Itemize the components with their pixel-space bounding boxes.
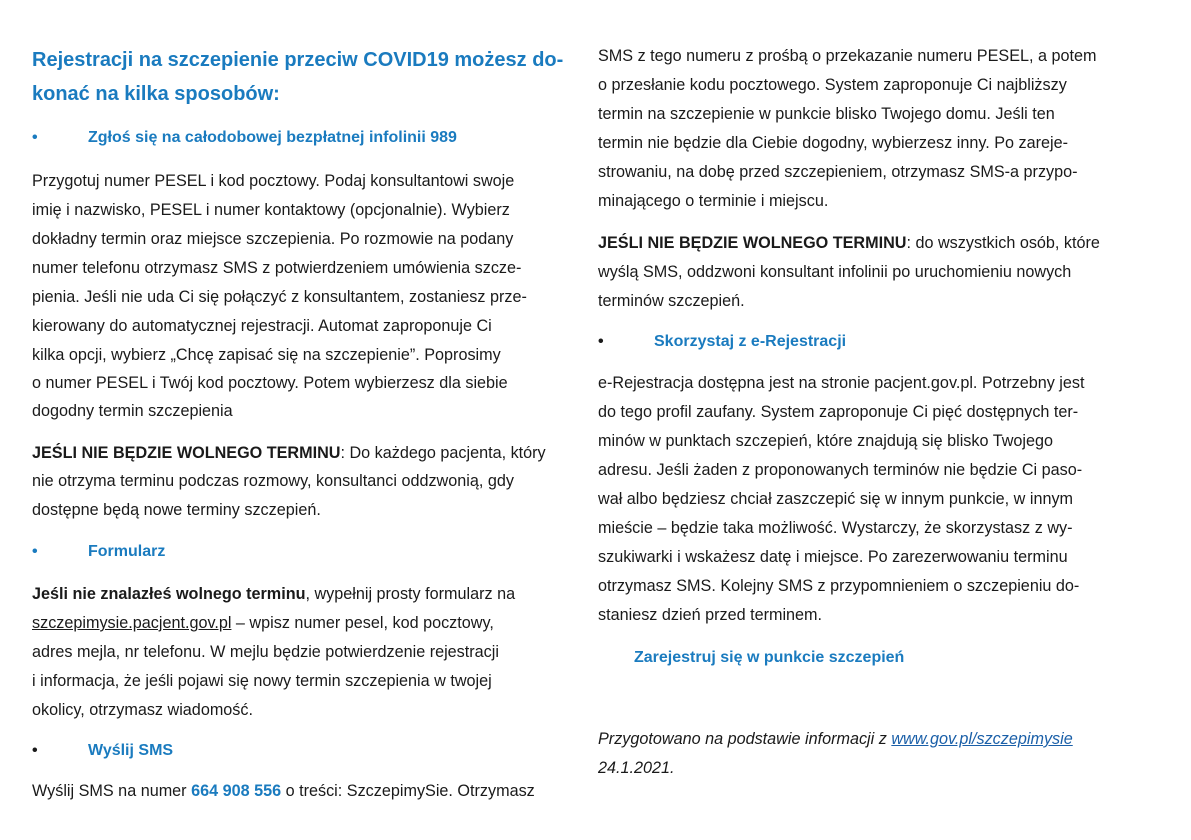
formularz-text-line: adres mejla, nr telefonu. W mejlu będzie potwierdzenie rejestracji bbox=[32, 643, 499, 661]
infolinia-text-line: dokładny termin oraz miejsce szczepienia. Po rozmowie na podany bbox=[32, 230, 514, 248]
sms-note-text: : do wszystkich osób, które bbox=[906, 234, 1100, 252]
section-heading-infolinia: Zgłoś się na całodobowej bezpłatnej infolinii 989 bbox=[88, 129, 457, 146]
sms-note-line bbox=[598, 232, 1100, 254]
infolinia-note-line bbox=[32, 442, 546, 464]
section-heading-formularz: Formularz bbox=[88, 543, 166, 560]
infolinia-text-line: numer telefonu otrzymasz SMS z potwierdzeniem umówienia szcze- bbox=[32, 259, 522, 277]
e-rejestracja-text-line: wał albo będziesz chciał zaszczepić się w innym punkcie, w innym bbox=[598, 490, 1074, 508]
infolinia-text-line: kierowany do automatycznej rejestracji. Automat zaproponuje Ci bbox=[32, 317, 492, 335]
sms-continued-line: termin na szczepienie w punkcie blisko Twojego domu. Jeśli ten bbox=[598, 105, 1055, 123]
page-title-line-2: konać na kilka sposobów: bbox=[32, 83, 280, 105]
sms-text: o treści: SzczepimySie. Otrzymasz bbox=[281, 782, 535, 800]
bullet-icon: • bbox=[32, 543, 38, 560]
sms-continued-line: strowaniu, na dobę przed szczepieniem, otrzymasz SMS-a przypo- bbox=[598, 163, 1078, 181]
formularz-text: , wypełnij prosty formularz na bbox=[305, 585, 516, 603]
footer-date-text: 24.1.2021. bbox=[598, 759, 675, 777]
infolinia-text-line: pienia. Jeśli nie uda Ci się połączyć z konsultantem, zostaniesz prze- bbox=[32, 288, 527, 306]
e-rejestracja-text-line: e-Rejestracja dostępna jest na stronie pacjent.gov.pl. Potrzebny jest bbox=[598, 374, 1085, 392]
sms-phone-number: 664 908 556 bbox=[191, 782, 282, 800]
sms-continued-line: minającego o terminie i miejscu. bbox=[598, 192, 829, 210]
no-slot-label: JEŚLI NIE BĘDZIE WOLNEGO TERMINU bbox=[598, 234, 907, 252]
e-rejestracja-text-line: staniesz dzień przed terminem. bbox=[598, 606, 823, 624]
bullet-icon: • bbox=[32, 742, 38, 759]
formularz-text-line: okolicy, otrzymasz wiadomość. bbox=[32, 701, 253, 719]
infolinia-text-line: dogodny termin szczepienia bbox=[32, 402, 233, 420]
section-heading-sms: Wyślij SMS bbox=[88, 742, 174, 759]
section-heading-punkt-szczepien: Zarejestruj się w punkcie szczepień bbox=[634, 649, 905, 666]
sms-continued-line: termin nie będzie dla Ciebie dogodny, wybierzesz inny. Po zareje- bbox=[598, 134, 1068, 152]
formularz-text-line bbox=[32, 583, 515, 605]
formularz-text: – wpisz numer pesel, kod pocztowy, bbox=[231, 614, 494, 632]
e-rejestracja-text-line: szukiwarki i wskażesz datę i miejsce. Po zarezerwowaniu terminu bbox=[598, 548, 1068, 566]
e-rejestracja-text-line: mieście – będzie taka możliwość. Wystarczy, że skorzystasz z wy- bbox=[598, 519, 1073, 537]
footer-source-line bbox=[598, 728, 1073, 750]
infolinia-note-text: : Do każdego pacjenta, który bbox=[340, 444, 546, 462]
bullet-icon: • bbox=[32, 129, 38, 146]
infolinia-note-line: dostępne będą nowe terminy szczepień. bbox=[32, 501, 321, 519]
infolinia-text-line: imię i nazwisko, PESEL i numer kontaktowy (opcjonalnie). Wybierz bbox=[32, 201, 510, 219]
sms-note-line: wyślą SMS, oddzwoni konsultant infolinii po uruchomieniu nowych bbox=[598, 263, 1072, 281]
e-rejestracja-text-line: minów w punktach szczepień, które znajdują się blisko Twojego bbox=[598, 432, 1053, 450]
no-slot-label: JEŚLI NIE BĘDZIE WOLNEGO TERMINU bbox=[32, 444, 341, 462]
section-heading-e-rejestracja: Skorzystaj z e-Rejestracji bbox=[654, 333, 847, 350]
footer-link[interactable]: www.gov.pl/szczepimysie bbox=[891, 730, 1073, 748]
sms-text: Wyślij SMS na numer bbox=[32, 782, 192, 800]
formularz-text-line bbox=[32, 612, 494, 634]
footer-text: Przygotowano na podstawie informacji z bbox=[598, 730, 892, 748]
sms-continued-line: o przesłanie kodu pocztowego. System zaproponuje Ci najbliższy bbox=[598, 76, 1067, 94]
page-title-line-1: Rejestracji na szczepienie przeciw COVID19 możesz do- bbox=[32, 49, 564, 71]
formularz-bold-lead: Jeśli nie znalazłeś wolnego terminu bbox=[32, 585, 306, 603]
infolinia-text-line: o numer PESEL i Twój kod pocztowy. Potem wybierzesz dla siebie bbox=[32, 374, 508, 392]
sms-note-line: terminów szczepień. bbox=[598, 292, 745, 310]
bullet-icon: • bbox=[598, 333, 604, 350]
formularz-link[interactable]: szczepimysie.pacjent.gov.pl bbox=[32, 614, 232, 632]
infolinia-text-line: kilka opcji, wybierz „Chcę zapisać się na szczepienie”. Poprosimy bbox=[32, 346, 501, 364]
e-rejestracja-text-line: do tego profil zaufany. System zaproponuje Ci pięć dostępnych ter- bbox=[598, 403, 1079, 421]
infolinia-note-line: nie otrzyma terminu podczas rozmowy, konsultanci oddzwonią, gdy bbox=[32, 472, 514, 490]
e-rejestracja-text-line: otrzymasz SMS. Kolejny SMS z przypomnieniem o szczepieniu do- bbox=[598, 577, 1080, 595]
infolinia-text-line: Przygotuj numer PESEL i kod pocztowy. Podaj konsultantowi swoje bbox=[32, 172, 515, 190]
e-rejestracja-text-line: adresu. Jeśli żaden z proponowanych terminów nie będzie Ci paso- bbox=[598, 461, 1083, 479]
sms-text-line bbox=[32, 780, 535, 802]
formularz-text-line: i informacja, że jeśli pojawi się nowy termin szczepienia w twojej bbox=[32, 672, 492, 690]
sms-continued-line: SMS z tego numeru z prośbą o przekazanie numeru PESEL, a potem bbox=[598, 47, 1097, 65]
footer-date bbox=[598, 757, 675, 779]
